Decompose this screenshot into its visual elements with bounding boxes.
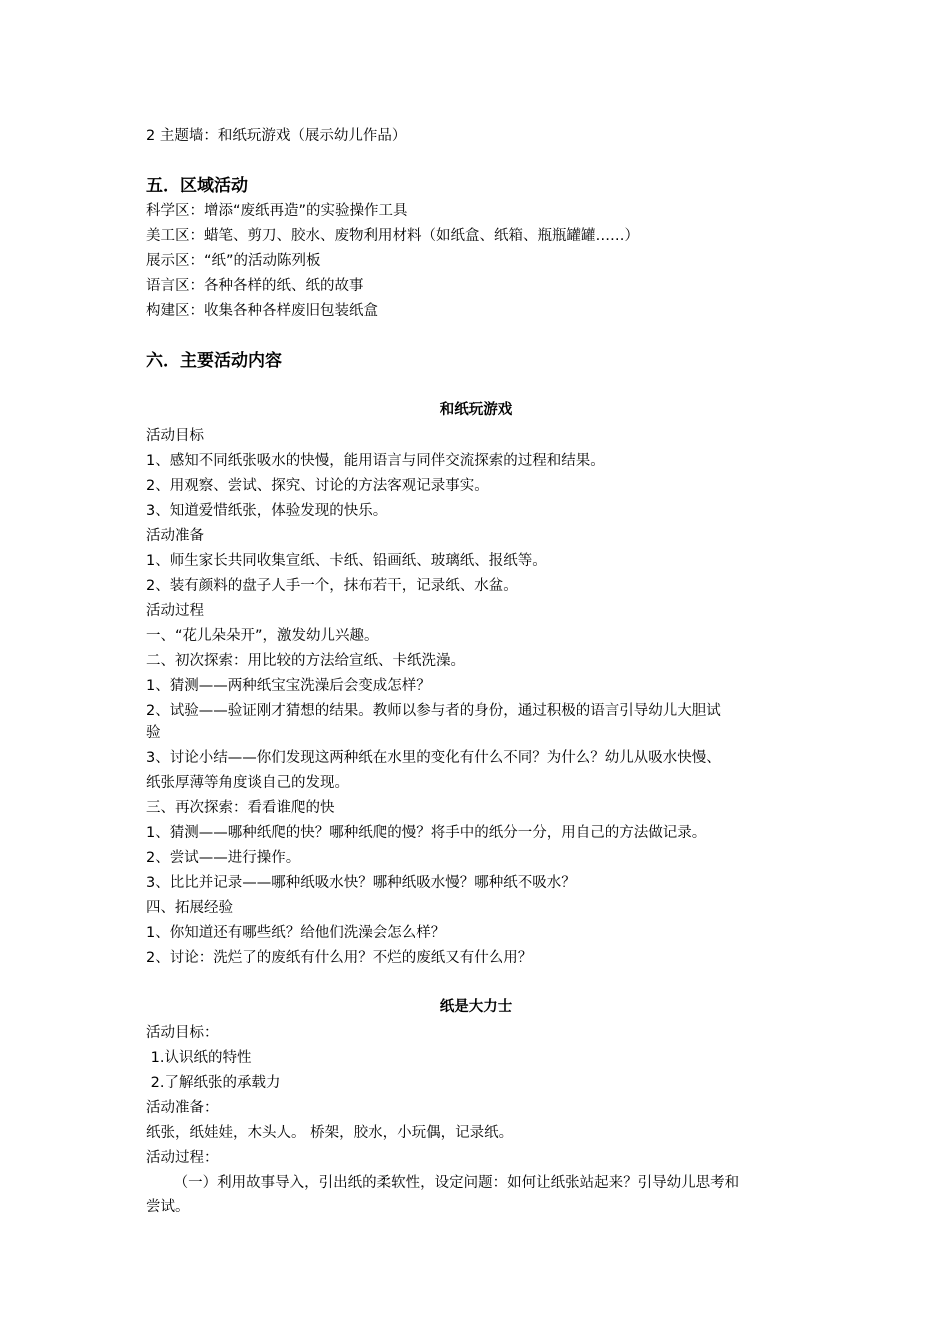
section-6-heading: 六．主要活动内容 xyxy=(146,351,282,371)
activity-2-line: （一）利用故事导入，引出纸的柔软性，设定问题：如何让纸张站起来？引导幼儿思考和 xyxy=(146,1175,740,1191)
activity-1-line: 2、试验——验证刚才猜想的结果。教师以参与者的身份，通过积极的语言引导幼儿大胆试 xyxy=(146,703,721,719)
activity-2-title: 纸是大力士 xyxy=(439,999,513,1015)
activity-1-line: 2、用观察、尝试、探究、讨论的方法客观记录事实。 xyxy=(146,478,489,494)
activity-2-line: 2.了解纸张的承载力 xyxy=(146,1075,281,1091)
activity-1-line: 3、比比并记录——哪种纸吸水快？哪种纸吸水慢？哪种纸不吸水？ xyxy=(146,875,576,891)
activity-1-line: 活动准备 xyxy=(146,528,204,544)
activity-1-line: 1、师生家长共同收集宣纸、卡纸、铅画纸、玻璃纸、报纸等。 xyxy=(146,553,547,569)
activity-1-line: 2、尝试——进行操作。 xyxy=(146,850,301,866)
area-item-display: 展示区：“纸”的活动陈列板 xyxy=(146,253,321,269)
activity-1-line: 2、装有颜料的盘子人手一个，抹布若干，记录纸、水盆。 xyxy=(146,578,518,594)
activity-1-line: 活动目标 xyxy=(146,428,204,444)
activity-2-line: 纸张，纸娃娃，木头人。 桥架，胶水，小玩偶，记录纸。 xyxy=(146,1125,514,1141)
activity-1-title: 和纸玩游戏 xyxy=(439,402,513,418)
activity-2-line: 尝试。 xyxy=(146,1199,190,1215)
activity-2-line: 1.认识纸的特性 xyxy=(146,1050,252,1066)
area-item-construction: 构建区：收集各种各样废旧包装纸盒 xyxy=(146,303,378,319)
activity-1-line: 纸张厚薄等角度谈自己的发现。 xyxy=(146,775,349,791)
activity-1-line: 3、讨论小结——你们发现这两种纸在水里的变化有什么不同？为什么？幼儿从吸水快慢、 xyxy=(146,750,721,766)
activity-1-line: 1、猜测——哪种纸爬的快？哪种纸爬的慢？将手中的纸分一分，用自己的方法做记录。 xyxy=(146,825,707,841)
activity-2-line: 活动过程： xyxy=(146,1150,219,1166)
area-item-language: 语言区：各种各样的纸、纸的故事 xyxy=(146,278,364,294)
activity-1-line: 四、拓展经验 xyxy=(146,900,233,916)
activity-2-line: 活动准备： xyxy=(146,1100,219,1116)
activity-1-line: 二、初次探索：用比较的方法给宣纸、卡纸洗澡。 xyxy=(146,653,465,669)
activity-1-line: 活动过程 xyxy=(146,603,204,619)
section-5-heading: 五．区域活动 xyxy=(146,176,248,196)
area-item-science: 科学区：增添“废纸再造”的实验操作工具 xyxy=(146,203,408,219)
activity-1-line: 一、“花儿朵朵开”，激发幼儿兴趣。 xyxy=(146,628,379,644)
activity-1-line: 2、讨论：洗烂了的废纸有什么用？不烂的废纸又有什么用？ xyxy=(146,950,533,966)
area-item-art: 美工区：蜡笔、剪刀、胶水、废物利用材料（如纸盒、纸箱、瓶瓶罐罐……） xyxy=(146,228,639,244)
activity-1-line: 验 xyxy=(146,725,161,741)
activity-2-line: 活动目标： xyxy=(146,1025,219,1041)
activity-1-line: 3、知道爱惜纸张，体验发现的快乐。 xyxy=(146,503,388,519)
activity-1-line: 1、猜测——两种纸宝宝洗澡后会变成怎样？ xyxy=(146,678,431,694)
activity-1-line: 三、再次探索：看看谁爬的快 xyxy=(146,800,335,816)
activity-1-line: 1、感知不同纸张吸水的快慢，能用语言与同伴交流探索的过程和结果。 xyxy=(146,453,605,469)
activity-1-line: 1、你知道还有哪些纸？给他们洗澡会怎么样？ xyxy=(146,925,446,941)
theme-wall-line: 2 主题墙：和纸玩游戏（展示幼儿作品） xyxy=(146,128,407,144)
